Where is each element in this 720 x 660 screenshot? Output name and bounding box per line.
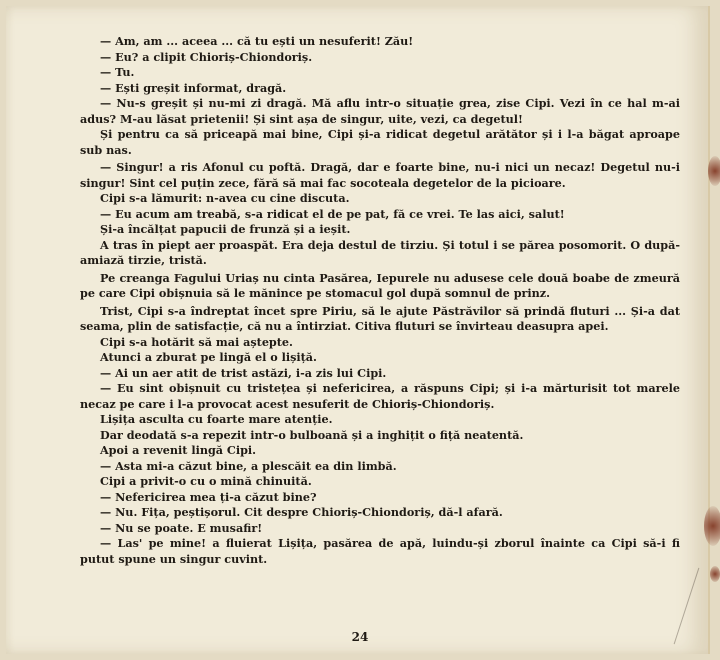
paragraph: — Nu-s greșit și nu-mi zi dragă. Mă aflu intr-o situație grea, zise Cipi. Vezi în ce hal m-ai adus? M-au lăsat prietenii! Și sint așa de singur, uite, vezi, ca degetul! — [80, 96, 680, 126]
paragraph: — Eu? a clipit Chioriș-Chiondoriș. — [100, 49, 313, 64]
paragraph: — Eu acum am treabă, s-a ridicat el de pe pat, fă ce vrei. Te las aici, salut! — [100, 206, 565, 221]
paragraph: — Nu. Fița, peștișorul. Cit despre Chioriș-Chiondoriș, dă-l afară. — [100, 505, 503, 519]
paragraph: — Singur! a ris Afonul cu poftă. Dragă, dar e foarte bine, nu-i nici un necaz! Degetul nu-i singur! Sint cel puțin zece, fără să mai fac socoteala degetelor de la picioare. — [80, 160, 680, 190]
paragraph: — Ești greșit informat, dragă. — [100, 80, 287, 95]
paragraph: — Las' pe mine! a fluierat Lișița, pasărea de apă, luindu-și zborul înainte ca Cipi să-i fi putut spune un singur cuvint. — [80, 536, 680, 566]
paragraph: — Nefericirea mea ți-a căzut bine? — [100, 489, 317, 504]
paragraph: Pe creanga Fagului Uriaș nu cinta Pasărea, Iepurele nu adusese cele două boabe de zmeură pe care Cipi obișnuia să le mănince pe stomacul gol după somnul de prinz. — [80, 270, 680, 300]
paragraph: A tras în piept aer proaspăt. Era deja destul de tirziu. Și totul i se părea posomorit. O după-amiază tirzie, tristă. — [80, 237, 680, 267]
paragraph: Și pentru ca să priceapă mai bine, Cipi și-a ridicat degetul arătător și i l-a băgat aproape sub nas. — [80, 127, 680, 157]
paragraph: — Ai un aer atit de trist astăzi, i-a zis lui Cipi. — [100, 365, 387, 380]
paragraph: Trist, Cipi s-a îndreptat încet spre Piriu, să le ajute Păstrăvilor să prindă fluturi ... Și-a dat seama, plin de satisfacție, că nu a întirziat. Citiva fluturi se învirteau deasupra apei. — [80, 303, 680, 333]
paragraph: Cipi s-a lămurit: n-avea cu cine discuta. — [100, 191, 350, 205]
paragraph: Cipi s-a hotărit să mai aștepte. — [100, 334, 293, 349]
paragraph: — Nu se poate. E musafir! — [100, 520, 263, 535]
paragraph: Dar deodată s-a repezit intr-o bulboană și a inghițit o fiță neatentă. — [100, 427, 524, 442]
story-text — [80, 34, 680, 567]
page-stain — [708, 156, 720, 186]
paragraph: — Eu sint obișnuit cu tristețea și nefericirea, a răspuns Cipi; și i-a mărturisit tot marele necaz pe care i l-a provocat acest nesuferit de Chioriș-Chiondoriș. — [80, 381, 680, 411]
page-stain — [710, 566, 720, 582]
page-stain — [704, 506, 720, 546]
page-number: 24 — [351, 630, 369, 644]
paragraph: Lișița asculta cu foarte mare atenție. — [100, 412, 333, 426]
paragraph: Cipi a privit-o cu o mină chinuită. — [100, 474, 312, 488]
paragraph: — Tu. — [100, 65, 135, 79]
paragraph: Și-a încălțat papucii de frunză și a ieșit. — [100, 222, 351, 236]
paragraph: Atunci a zburat pe lingă el o lișiță. — [100, 350, 317, 364]
paragraph: Apoi a revenit lingă Cipi. — [100, 443, 257, 457]
paragraph: — Am, am ... aceea ... că tu ești un nesuferit! Zău! — [100, 34, 414, 48]
paragraph: — Asta mi-a căzut bine, a plescăit ea din limbă. — [100, 458, 397, 473]
